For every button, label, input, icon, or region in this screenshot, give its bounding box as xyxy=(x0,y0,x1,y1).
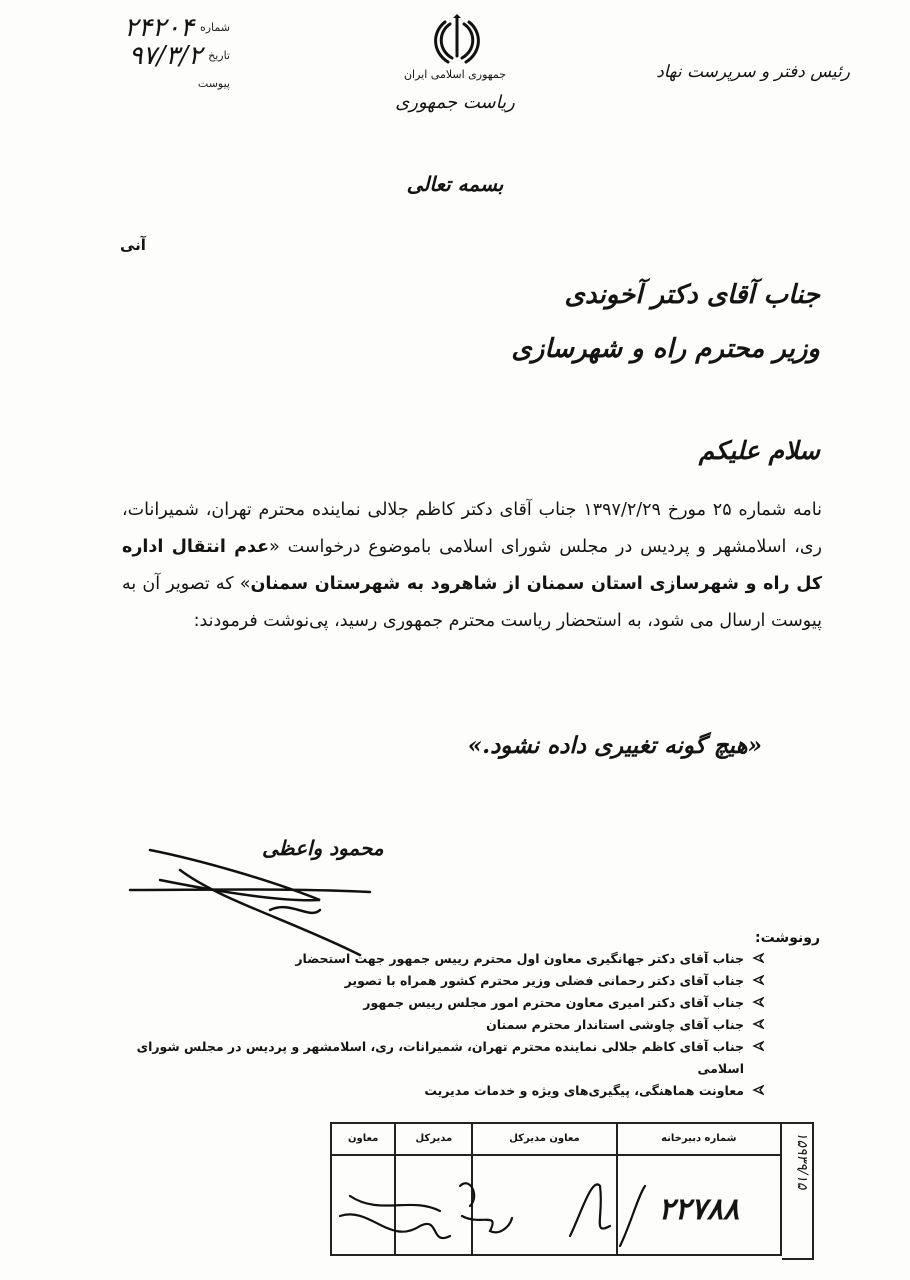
cc-item-text: جناب آقای کاظم جلالی نماینده محترم تهران، شمیرانات، ری، اسلامشهر و پردیس در مجلس شورای اسلامی xyxy=(136,1039,744,1076)
bismillah: بسمه تعالی xyxy=(406,172,504,196)
serial-column xyxy=(782,1122,814,1260)
body-part-2: » که تصویر آن به پیوست ارسال می شود، به استحضار ریاست محترم جمهوری رسید، پی‌نوشت فرمودند: xyxy=(122,574,822,631)
header-deputy: معاون xyxy=(331,1123,395,1155)
cc-list xyxy=(124,948,764,1102)
cc-item-text: معاونت هماهنگی، پیگیری‌های ویژه و خدمات مدیریت xyxy=(424,1083,744,1098)
secretariat-number: ۲۲۷۸۸ xyxy=(658,1192,740,1227)
letter-body xyxy=(122,492,822,640)
attachment-row xyxy=(40,70,230,98)
office-title: رئیس دفتر و سرپرست نهاد xyxy=(656,62,850,82)
cell-director xyxy=(395,1155,472,1255)
date-label: تاریخ xyxy=(208,49,230,62)
arrow-bullet-icon xyxy=(752,952,764,964)
cc-item-text: جناب آقای دکتر رحمانی فضلی وزیر محترم کشور همراه با تصویر xyxy=(344,973,744,988)
recipient-title: وزیر محترم راه و شهرسازی xyxy=(511,334,820,364)
header-deputy-director: معاون مدیرکل xyxy=(472,1123,616,1155)
number-row xyxy=(40,14,230,42)
iran-emblem-icon xyxy=(430,12,484,66)
cc-item xyxy=(124,970,764,992)
number-value: ۲۴۲۰۴ xyxy=(124,13,194,43)
arrow-bullet-icon xyxy=(752,1084,764,1096)
cell-deputy xyxy=(331,1155,395,1255)
cc-item-text: جناب آقای دکتر امیری معاون محترم امور مجلس رییس جمهور xyxy=(363,995,744,1010)
cc-item xyxy=(124,1080,764,1102)
cc-item-text: جناب آقای دکتر جهانگیری معاون اول محترم رییس جمهور جهت استحضار xyxy=(295,951,744,966)
date-row xyxy=(40,42,230,70)
urgency-mark: آنی xyxy=(120,236,146,254)
president-note: «هیچ گونه تغییری داده نشود.» xyxy=(467,732,762,759)
recipient-name: جناب آقای دکتر آخوندی xyxy=(564,280,820,310)
routing-table xyxy=(330,1122,782,1256)
cc-item xyxy=(124,992,764,1014)
cell-deputy-director xyxy=(472,1155,616,1255)
number-label: شماره xyxy=(199,21,230,34)
cc-item-text: جناب آقای چاوشی استاندار محترم سمنان xyxy=(486,1017,744,1032)
republic-text: جمهوری اسلامی ایران xyxy=(403,68,507,81)
arrow-bullet-icon xyxy=(752,996,764,1008)
arrow-bullet-icon xyxy=(752,1018,764,1030)
body-bold-subject: عدم انتقال اداره کل راه و شهرسازی استان سمنان از شاهرود به شهرستان سمنان xyxy=(122,537,822,594)
presidency-text: ریاست جمهوری xyxy=(395,92,515,113)
routing-body-row xyxy=(331,1155,781,1255)
serial-number: ۱۵۹۳۹/۱۵ xyxy=(794,1132,810,1190)
cc-item xyxy=(124,1036,764,1080)
signer-name: محمود واعظی xyxy=(262,836,384,860)
cell-secretariat-number xyxy=(617,1155,781,1255)
cc-title: رونوشت: xyxy=(755,930,820,946)
cc-item xyxy=(124,948,764,970)
header-secretariat-number: شماره دبیرخانه xyxy=(617,1123,781,1155)
routing-header-row xyxy=(331,1123,781,1155)
greeting: سلام علیکم xyxy=(698,436,820,465)
cc-item xyxy=(124,1014,764,1036)
date-value: ۹۷/۳/۲ xyxy=(128,41,203,71)
header-director: مدیرکل xyxy=(395,1123,472,1155)
attachment-label: پیوست xyxy=(197,77,230,90)
arrow-bullet-icon xyxy=(752,974,764,986)
body-part-1: نامه شماره ۲۵ مورخ ۱۳۹۷/۲/۲۹ جناب آقای دکتر کاظم جلالی نماینده محترم تهران، شمیرانات، ری، اسلامشهر و پردیس در مجلس شورای اسلامی باموضوع درخواست « xyxy=(122,500,822,557)
letter-meta xyxy=(40,14,230,98)
arrow-bullet-icon xyxy=(752,1040,764,1052)
